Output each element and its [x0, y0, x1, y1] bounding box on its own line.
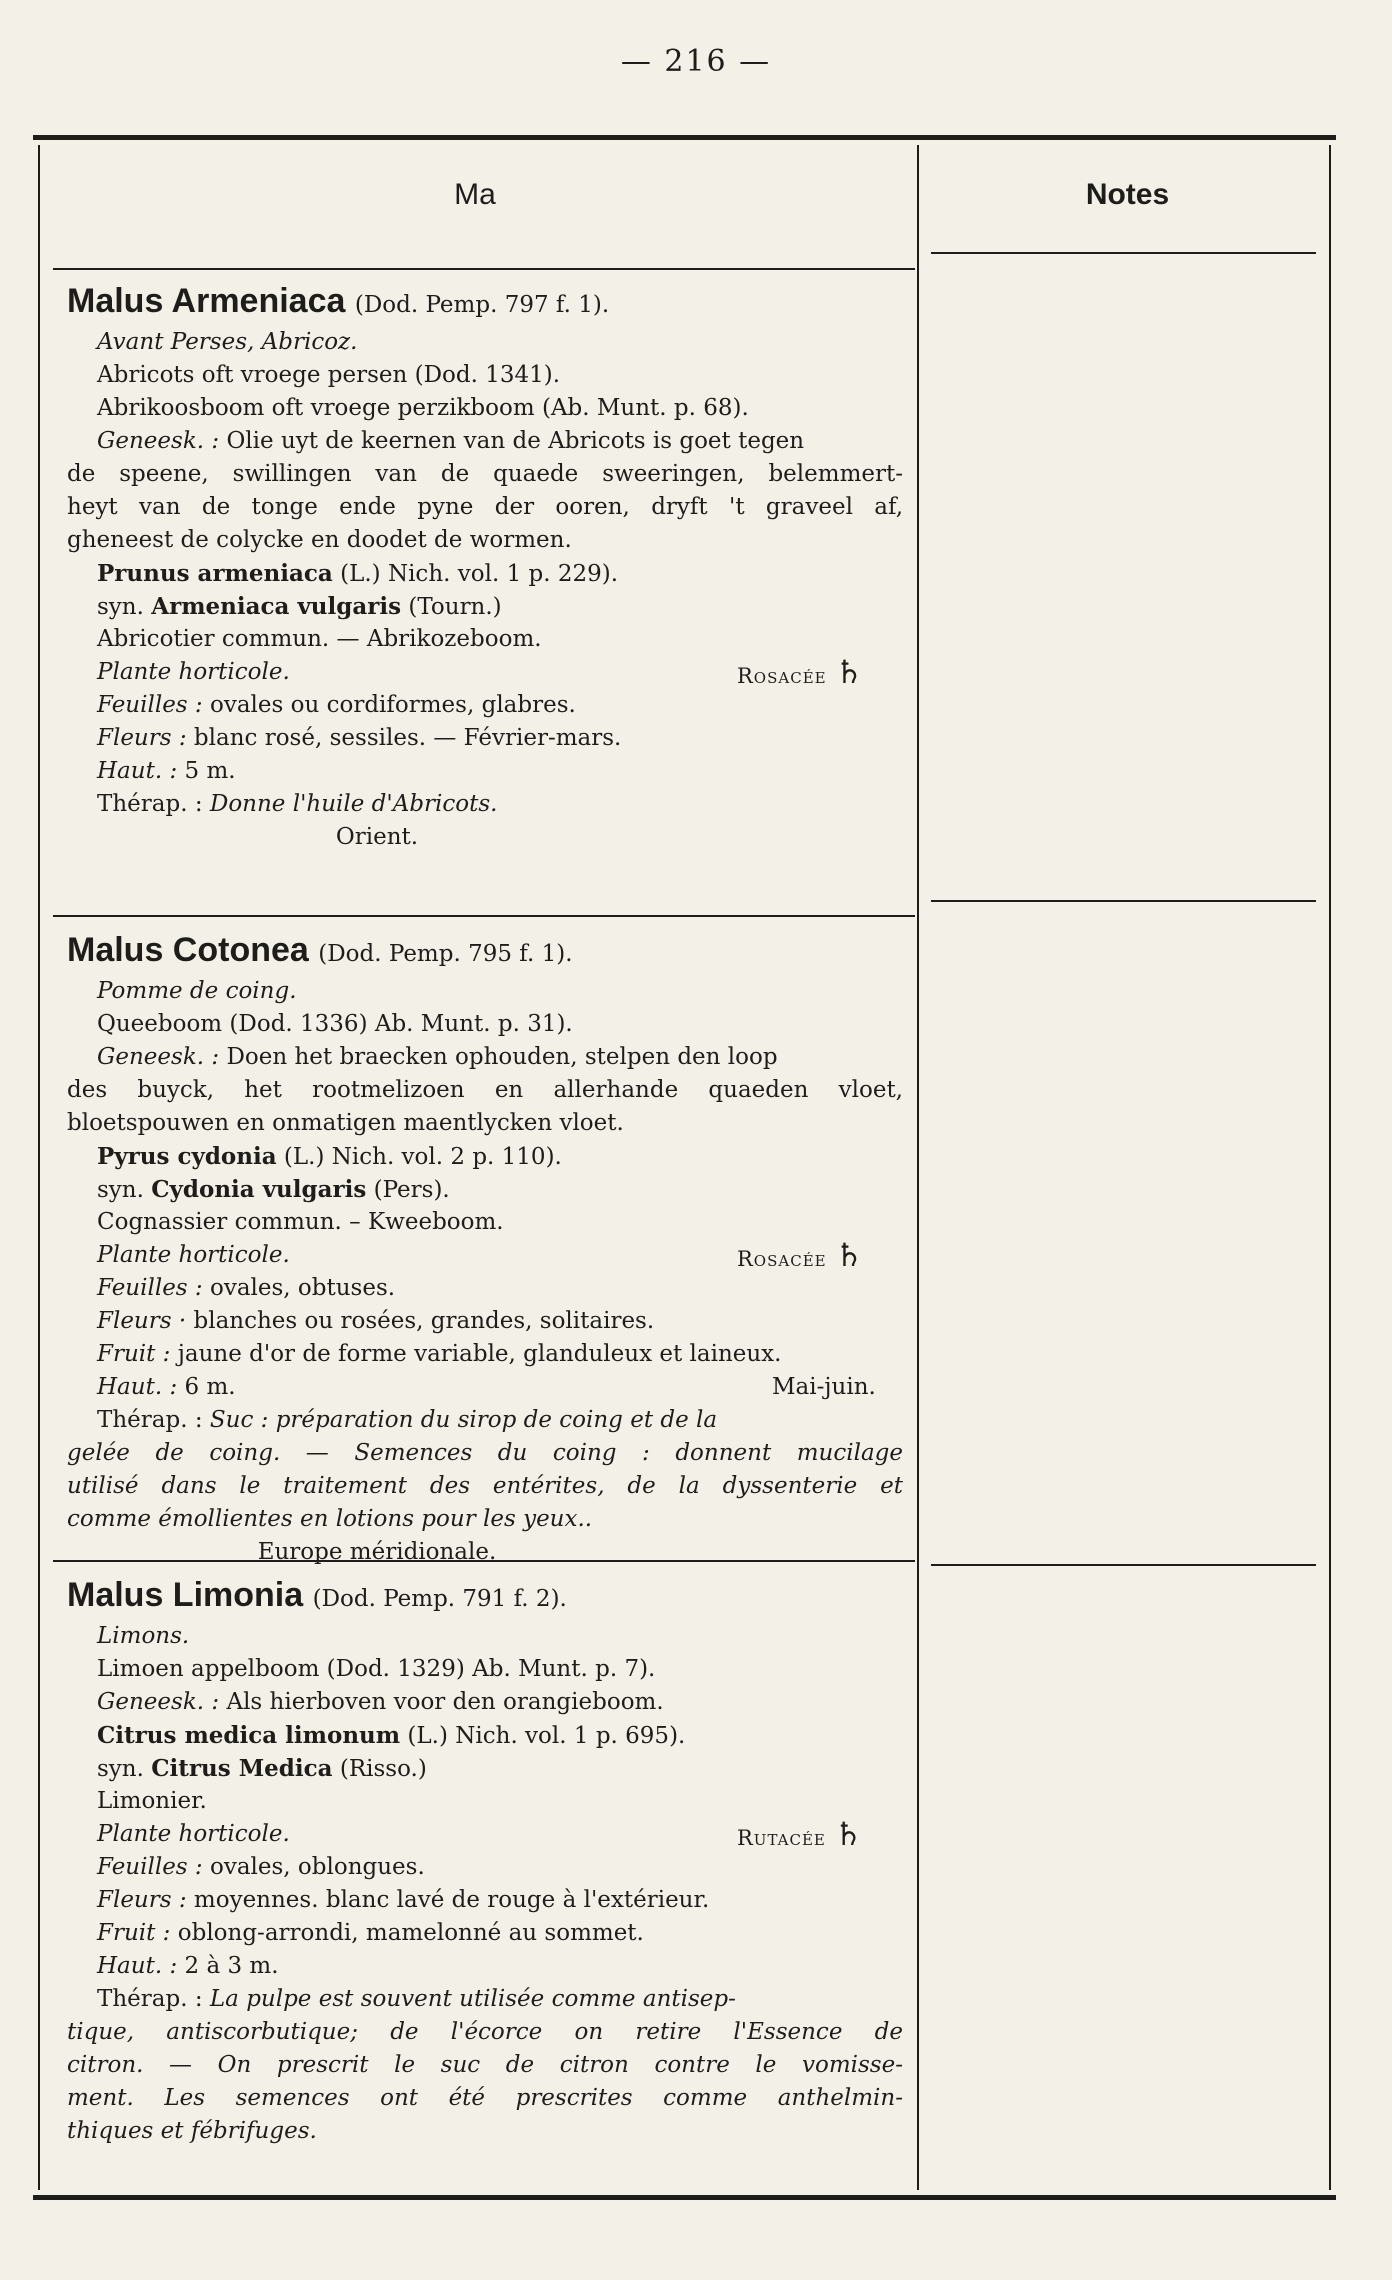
- scientific-reference: (L.) Nich. vol. 2 p. 110).: [283, 1144, 562, 1170]
- fleurs-label: Fleurs :: [97, 1887, 187, 1913]
- haut-line: [67, 755, 929, 788]
- therap-text: citron. — On prescrit le suc de citron contre le vomisse-: [67, 2052, 903, 2078]
- column-header-notes: Notes: [1085, 178, 1170, 211]
- origin: Europe méridionale.: [257, 1539, 497, 1565]
- fruit-line: [67, 1338, 929, 1371]
- scientific-name-line: [67, 1140, 929, 1173]
- feuilles-line: [67, 1272, 929, 1305]
- therap-line: [67, 1404, 929, 1437]
- perennial-symbol-icon: ♄: [834, 1236, 865, 1274]
- geneesk-label: Geneesk. :: [97, 428, 220, 454]
- fruit-label: Fruit :: [97, 1920, 171, 1946]
- fleurs-label: Fleurs :: [97, 725, 187, 751]
- therap-line: [67, 788, 929, 821]
- therap-text: Suc : préparation du sirop de coing et de la: [209, 1407, 718, 1433]
- header-rule-notes: [931, 252, 1316, 254]
- synonym-prefix: syn.: [97, 594, 144, 620]
- therap-text: utilisé dans le traitement des entérites, de la dyssenterie et: [67, 1473, 903, 1499]
- fleurs-line: [67, 1305, 929, 1338]
- genus-heading: [67, 276, 929, 326]
- geneesk-text: heyt van de tonge ende pyne der ooren, dryft 't graveel af,: [67, 494, 903, 520]
- therap-text: gelée de coing. — Semences du coing : donnent mucilage: [67, 1440, 903, 1466]
- family-name: [737, 653, 865, 693]
- synonym-name: Citrus Medica: [151, 1755, 333, 1782]
- feuilles-text: ovales, oblongues.: [209, 1854, 425, 1880]
- family-label: Rutacée: [737, 1826, 826, 1850]
- fleurs-text: moyennes. blanc lavé de rouge à l'extérieur.: [193, 1887, 710, 1913]
- dutch-name: Abricots oft vroege persen (Dod. 1341).: [97, 362, 561, 388]
- synonym-name: Armeniaca vulgaris: [151, 593, 402, 620]
- fleurs-line: [67, 1884, 929, 1917]
- haut-line: [67, 1371, 929, 1404]
- herbal-table: [33, 135, 1336, 2200]
- column-header-ma: Ma: [454, 178, 496, 211]
- fleurs-line: [67, 722, 929, 755]
- fruit-text: oblong-arrondi, mamelonné au sommet.: [177, 1920, 644, 1946]
- feuilles-label: Feuilles :: [97, 1854, 203, 1880]
- fruit-line: [67, 1917, 929, 1950]
- vernacular-name: Avant Perses, Abricoz.: [97, 329, 358, 355]
- haut-label: Haut. :: [97, 1953, 178, 1979]
- entry-malus-armeniaca: [67, 276, 929, 854]
- dutch-name: Abrikoosboom oft vroege perzikboom (Ab. Munt. p. 68).: [97, 395, 749, 421]
- fruit-text: jaune d'or de forme variable, glanduleux et laineux.: [177, 1341, 782, 1367]
- therap-text: La pulpe est souvent utilisée comme antisep-: [209, 1986, 736, 2012]
- scientific-name-line: [67, 1719, 929, 1752]
- family-name: [737, 1815, 864, 1855]
- geneesk-line: [67, 1686, 929, 1719]
- header-rule-left: [53, 268, 915, 270]
- genus-heading: [67, 1570, 929, 1620]
- entry-rule-notes: [931, 1564, 1316, 1566]
- therap-line: [67, 1983, 929, 2016]
- haut-line: [67, 1950, 929, 1983]
- plante-type: Plante horticole.: [97, 659, 290, 685]
- page-number: — 216 —: [620, 44, 772, 79]
- synonym-line: [67, 590, 929, 623]
- feuilles-label: Feuilles :: [97, 1275, 203, 1301]
- fleurs-text: blanches ou rosées, grandes, solitaires.: [193, 1308, 655, 1334]
- geneesk-text: bloetspouwen en onmatigen maentlycken vloet.: [67, 1110, 624, 1136]
- synonym-line: [67, 1173, 929, 1206]
- genus-reference: (Dod. Pemp. 791 f. 2).: [312, 1586, 567, 1612]
- plante-line: [67, 1236, 929, 1274]
- scientific-name-line: [67, 557, 929, 590]
- geneesk-text: de speene, swillingen van de quaede sweeringen, belemmert-: [67, 461, 903, 487]
- scientific-name: Citrus medica limonum: [97, 1722, 401, 1749]
- synonym-reference: (Pers).: [373, 1177, 450, 1203]
- entry-malus-limonia: [67, 1570, 929, 2148]
- scientific-reference: (L.) Nich. vol. 1 p. 229).: [340, 561, 619, 587]
- vernacular-name: Pomme de coing.: [97, 978, 297, 1004]
- feuilles-line: [67, 689, 929, 722]
- therap-text: ment. Les semences ont été prescrites comme anthelmin-: [67, 2085, 903, 2111]
- genus-heading: [67, 925, 929, 975]
- therap-text: comme émollientes en lotions pour les yeux..: [67, 1506, 593, 1532]
- scientific-name: Prunus armeniaca: [97, 560, 333, 587]
- entry-malus-cotonea: [67, 925, 929, 1569]
- fleurs-text: blanc rosé, sessiles. — Février-mars.: [193, 725, 622, 751]
- perennial-symbol-icon: ♄: [834, 653, 865, 691]
- geneesk-text: des buyck, het rootmelizoen en allerhande quaeden vloet,: [67, 1077, 903, 1103]
- synonym-line: [67, 1752, 929, 1785]
- genus-name: Malus Cotonea: [67, 931, 309, 969]
- haut-text: 6 m.: [184, 1374, 236, 1400]
- geneesk-text: Olie uyt de keernen van de Abricots is goet tegen: [226, 428, 805, 454]
- vernacular-name: Limons.: [97, 1623, 190, 1649]
- genus-reference: (Dod. Pemp. 795 f. 1).: [318, 941, 573, 967]
- feuilles-label: Feuilles :: [97, 692, 203, 718]
- origin: Orient.: [335, 824, 419, 850]
- geneesk-line: [67, 1041, 929, 1074]
- dutch-name: Limoen appelboom (Dod. 1329) Ab. Munt. p. 7).: [97, 1656, 656, 1682]
- plante-line: [67, 653, 929, 691]
- entry-rule-left: [53, 915, 915, 917]
- genus-name: Malus Armeniaca: [67, 282, 346, 320]
- perennial-symbol-icon: ♄: [833, 1815, 864, 1853]
- feuilles-line: [67, 1851, 929, 1884]
- table-right-border: [1329, 145, 1331, 2190]
- therap-label: Thérap. :: [97, 791, 203, 817]
- entry-rule-left: [53, 1560, 915, 1562]
- geneesk-text: Doen het braecken ophouden, stelpen den loop: [226, 1044, 778, 1070]
- fruit-label: Fruit :: [97, 1341, 171, 1367]
- dutch-name: Queeboom (Dod. 1336) Ab. Munt. p. 31).: [97, 1011, 573, 1037]
- geneesk-text: Als hierboven voor den orangieboom.: [226, 1689, 664, 1715]
- genus-reference: (Dod. Pemp. 797 f. 1).: [354, 292, 610, 318]
- therap-label: Thérap. :: [97, 1986, 203, 2012]
- therap-text: thiques et fébrifuges.: [67, 2118, 317, 2144]
- haut-text: 5 m.: [184, 758, 236, 784]
- plante-line: [67, 1815, 929, 1853]
- therap-label: Thérap. :: [97, 1407, 203, 1433]
- family-name: [737, 1236, 865, 1276]
- synonym-reference: (Tourn.): [408, 594, 502, 620]
- haut-label: Haut. :: [97, 1374, 178, 1400]
- plante-type: Plante horticole.: [97, 1821, 290, 1847]
- synonym-reference: (Risso.): [339, 1756, 427, 1782]
- family-label: Rosacée: [737, 664, 827, 688]
- geneesk-text: gheneest de colycke en doodet de wormen.: [67, 527, 572, 553]
- geneesk-label: Geneesk. :: [97, 1044, 220, 1070]
- haut-label: Haut. :: [97, 758, 178, 784]
- scientific-name: Pyrus cydonia: [97, 1143, 277, 1170]
- synonym-prefix: syn.: [97, 1177, 144, 1203]
- flowering-period: Mai-juin.: [772, 1374, 876, 1400]
- table-left-border: [38, 145, 40, 2190]
- entry-rule-notes: [931, 900, 1316, 902]
- geneesk-line: [67, 425, 929, 458]
- french-name: Abricotier commun. — Abrikozeboom.: [97, 626, 542, 652]
- plante-type: Plante horticole.: [97, 1242, 290, 1268]
- geneesk-label: Geneesk. :: [97, 1689, 220, 1715]
- fleurs-label: Fleurs ·: [97, 1308, 187, 1334]
- therap-text: Donne l'huile d'Abricots.: [209, 791, 498, 817]
- family-label: Rosacée: [737, 1247, 827, 1271]
- french-name: Cognassier commun. – Kweeboom.: [97, 1209, 504, 1235]
- genus-name: Malus Limonia: [67, 1576, 304, 1614]
- scientific-reference: (L.) Nich. vol. 1 p. 695).: [407, 1723, 686, 1749]
- feuilles-text: ovales, obtuses.: [209, 1275, 396, 1301]
- therap-text: tique, antiscorbutique; de l'écorce on retire l'Essence de: [67, 2019, 903, 2045]
- synonym-prefix: syn.: [97, 1756, 144, 1782]
- synonym-name: Cydonia vulgaris: [151, 1176, 367, 1203]
- feuilles-text: ovales ou cordiformes, glabres.: [209, 692, 576, 718]
- french-name: Limonier.: [97, 1788, 207, 1814]
- haut-text: 2 à 3 m.: [184, 1953, 279, 1979]
